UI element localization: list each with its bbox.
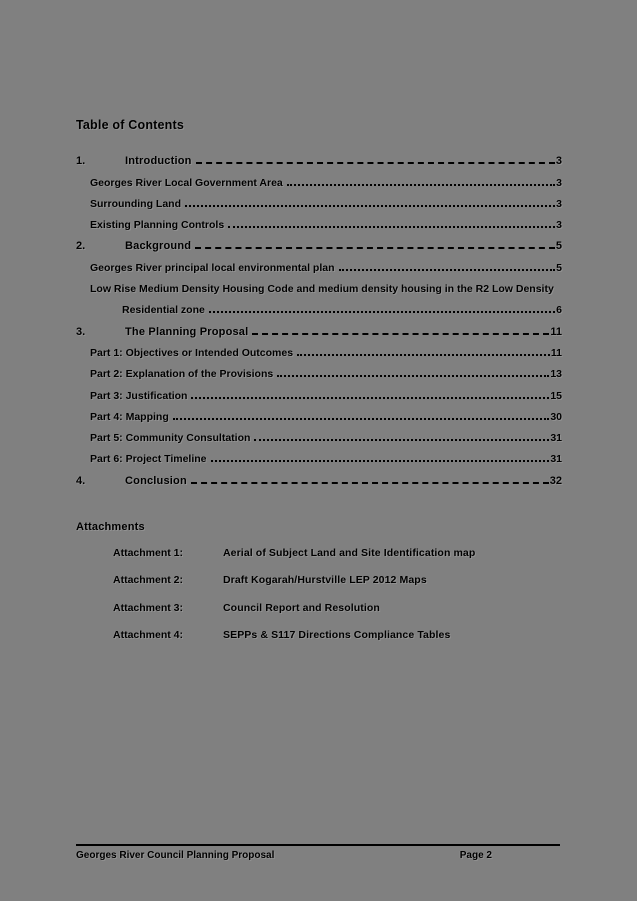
attachment-label: Attachment 1: — [113, 546, 184, 559]
toc-entry-label: Georges River principal local environmental plan — [90, 261, 335, 274]
toc-entry-page: 11 — [550, 325, 562, 338]
attachment-row-3 — [76, 602, 562, 629]
dot-leader — [195, 247, 555, 249]
attachment-description: Council Report and Resolution — [223, 601, 380, 614]
dot-leader — [252, 333, 549, 335]
toc-entry-label: Low Rise Medium Density Housing Code and medium density housing in the R2 Low Density — [90, 283, 554, 296]
toc-entry-number: 1. — [76, 155, 86, 168]
toc-entry-label: Part 6: Project Timeline — [90, 453, 207, 466]
toc-entry-page: 3 — [556, 197, 562, 210]
toc-entry-label: Part 5: Community Consultation — [90, 432, 251, 445]
toc-entry-label: Residential zone — [122, 304, 205, 317]
toc-entry-low-rise-line2[interactable] — [76, 295, 562, 316]
toc-entry-label: Conclusion — [125, 474, 187, 487]
dot-leader — [277, 375, 549, 377]
toc-entry-surrounding-land[interactable] — [76, 189, 562, 210]
toc-entry-existing-planning-controls[interactable] — [76, 210, 562, 231]
dot-leader — [196, 162, 555, 164]
toc-entry-part6[interactable] — [76, 444, 562, 465]
dot-leader — [209, 311, 555, 313]
dot-leader — [173, 418, 550, 420]
toc-entry-number: 4. — [76, 474, 86, 487]
dot-leader — [339, 269, 556, 271]
attachment-description: Draft Kogarah/Hurstville LEP 2012 Maps — [223, 574, 427, 587]
toc-entry-part3[interactable] — [76, 380, 562, 401]
toc-entry-label: Part 2: Explanation of the Provisions — [90, 368, 274, 381]
footer-document-title: Georges River Council Planning Proposal — [76, 850, 275, 861]
toc-entry-page: 3 — [555, 155, 562, 168]
toc-entry-page: 3 — [556, 219, 562, 232]
toc-entry-conclusion[interactable] — [76, 465, 562, 486]
toc-entry-page: 13 — [550, 368, 562, 381]
toc-entry-number: 2. — [76, 240, 86, 253]
toc-entry-label: Part 4: Mapping — [90, 410, 169, 423]
toc-entry-principal-lep[interactable] — [76, 252, 562, 273]
page-footer — [76, 844, 560, 861]
attachments-heading: Attachments — [76, 520, 145, 533]
toc-entry-part4[interactable] — [76, 402, 562, 423]
attachment-description: SEPPs & S117 Directions Compliance Tables — [223, 628, 451, 641]
dot-leader — [287, 184, 555, 186]
toc-list — [76, 146, 562, 487]
attachments-section — [76, 521, 562, 657]
toc-entry-label: Part 1: Objectives or Intended Outcomes — [90, 346, 294, 359]
dot-leader — [191, 482, 549, 484]
attachment-label: Attachment 2: — [113, 574, 184, 587]
toc-entry-georges-river-lga[interactable] — [76, 167, 562, 188]
toc-entry-label: Surrounding Land — [90, 197, 181, 210]
toc-entry-part1[interactable] — [76, 338, 562, 359]
toc-entry-introduction[interactable] — [76, 146, 562, 167]
toc-entry-page: 32 — [549, 474, 562, 487]
toc-entry-label: Existing Planning Controls — [90, 219, 225, 232]
toc-entry-label: The Planning Proposal — [125, 325, 249, 338]
toc-entry-number: 3. — [76, 325, 86, 338]
toc-entry-page: 15 — [550, 389, 562, 402]
toc-entry-page: 3 — [556, 176, 562, 189]
toc-entry-label: Background — [125, 240, 192, 253]
footer-page-number: Page 2 — [459, 850, 492, 861]
attachment-description: Aerial of Subject Land and Site Identification map — [223, 546, 476, 559]
toc-content — [76, 118, 562, 656]
toc-entry-page: 31 — [550, 453, 562, 466]
dot-leader — [228, 226, 555, 228]
toc-entry-part5[interactable] — [76, 423, 562, 444]
toc-entry-page: 5 — [556, 261, 562, 274]
toc-entry-label: Introduction — [125, 155, 192, 168]
dot-leader — [185, 205, 555, 207]
toc-entry-part2[interactable] — [76, 359, 562, 380]
toc-entry-page: 6 — [556, 304, 562, 317]
toc-entry-label: Part 3: Justification — [90, 389, 188, 402]
dot-leader — [191, 397, 549, 399]
attachment-label: Attachment 4: — [113, 628, 184, 641]
dot-leader — [297, 354, 550, 356]
toc-heading: Table of Contents — [76, 118, 185, 132]
toc-entry-page: 30 — [550, 410, 562, 423]
toc-entry-page: 5 — [555, 240, 562, 253]
dot-leader — [254, 439, 549, 441]
toc-entry-low-rise-line1[interactable] — [76, 274, 562, 295]
attachment-row-4 — [76, 629, 562, 656]
dot-leader — [211, 460, 550, 462]
attachment-row-1 — [76, 547, 562, 574]
toc-entry-page: 31 — [550, 432, 562, 445]
toc-entry-page: 11 — [550, 346, 562, 359]
toc-entry-background[interactable] — [76, 231, 562, 252]
attachment-label: Attachment 3: — [113, 601, 184, 614]
toc-entry-planning-proposal[interactable] — [76, 316, 562, 337]
toc-entry-label: Georges River Local Government Area — [90, 176, 283, 189]
attachment-row-2 — [76, 574, 562, 601]
